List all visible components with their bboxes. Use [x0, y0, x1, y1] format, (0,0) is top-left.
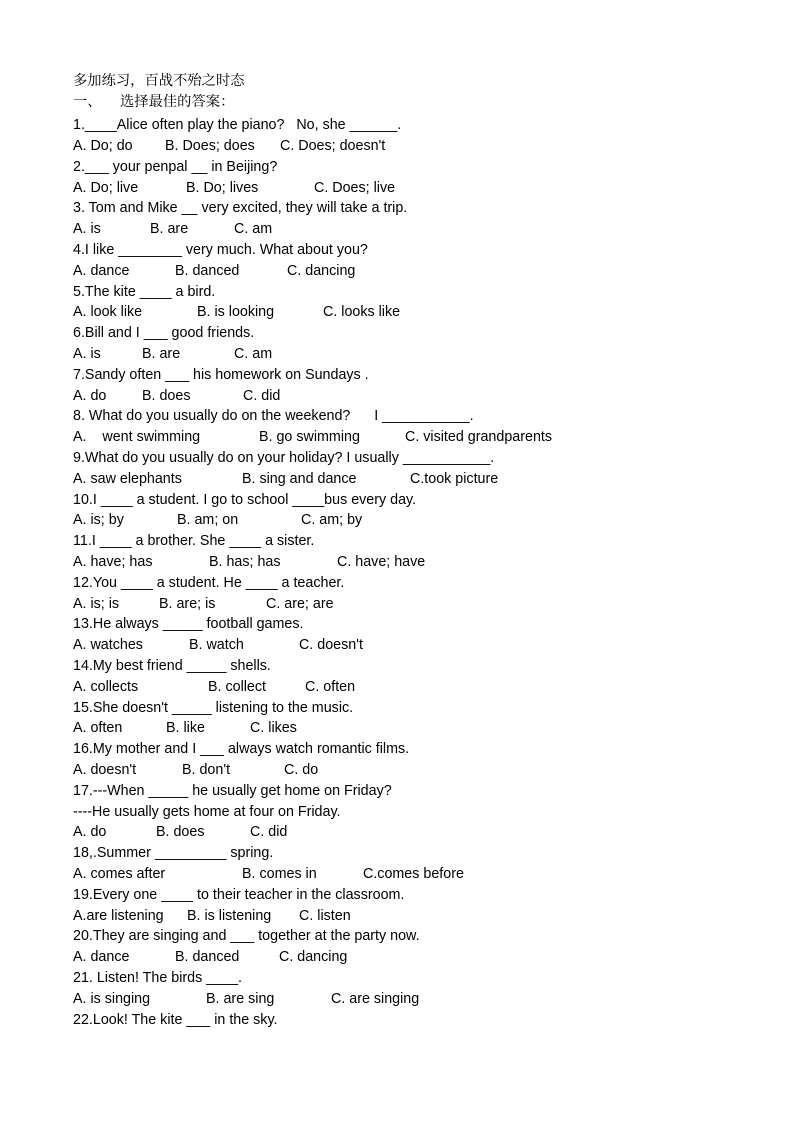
options-15: [73, 719, 297, 737]
question-3: 3. Tom and Mike __ very excited, they will take a trip.: [73, 200, 408, 216]
option-a: A.are listening: [73, 908, 164, 924]
question-17: 17.---When _____ he usually get home on Friday?: [73, 783, 392, 799]
option-a: A. often: [73, 720, 123, 736]
options-18: [73, 865, 464, 883]
options-20: [73, 948, 348, 966]
question-20: 20.They are singing and ___ together at the party now.: [73, 928, 420, 944]
option-a: A. saw elephants: [73, 471, 182, 487]
option-b: B. danced: [175, 263, 240, 279]
option-b: B. danced: [175, 949, 240, 965]
option-a: A. dance: [73, 263, 130, 279]
question-16: 16.My mother and I ___ always watch romantic films.: [73, 741, 410, 757]
options-1: [73, 137, 386, 155]
question-19: 19.Every one ____ to their teacher in the classroom.: [73, 887, 405, 903]
option-a: A. comes after: [73, 866, 166, 882]
option-b: B. is looking: [197, 304, 275, 320]
option-a: A. is: [73, 346, 101, 362]
option-b: B. are: [142, 346, 181, 362]
question-21: 21. Listen! The birds ____.: [73, 970, 243, 986]
option-c: C. dancing: [279, 949, 348, 965]
option-a: A. went swimming: [73, 429, 201, 445]
question-15: 15.She doesn't _____ listening to the music.: [73, 700, 354, 716]
option-a: A. is singing: [73, 991, 151, 1007]
options-4: [73, 262, 356, 280]
question-11: 11.I ____ a brother. She ____ a sister.: [73, 533, 315, 549]
question-14: 14.My best friend _____ shells.: [73, 658, 271, 674]
option-c: C. looks like: [323, 304, 401, 320]
option-c: C.comes before: [363, 866, 464, 882]
option-a: A. do: [73, 388, 107, 404]
option-a: A. look like: [73, 304, 143, 320]
option-a: A. Do; do: [73, 138, 133, 154]
question-18: 18,.Summer _________ spring.: [73, 845, 274, 861]
option-a: A. doesn't: [73, 762, 137, 778]
question-13: 13.He always _____ football games.: [73, 616, 304, 632]
options-7: [73, 387, 281, 405]
option-b: B. has; has: [209, 554, 281, 570]
options-11: [73, 553, 426, 571]
question-7: 7.Sandy often ___ his homework on Sundays .: [73, 367, 369, 383]
option-c: C. am; by: [301, 512, 363, 528]
question-1: 1.____Alice often play the piano? No, she ______.: [73, 117, 402, 133]
option-c: C. likes: [250, 720, 297, 736]
option-b: B. are: [150, 221, 189, 237]
option-b: B. am; on: [177, 512, 239, 528]
heading: 多加练习，百战不殆之时态: [73, 73, 245, 89]
option-c: C. listen: [299, 908, 351, 924]
option-b: B. comes in: [242, 866, 317, 882]
option-c: C. did: [243, 388, 281, 404]
option-b: B. don't: [182, 762, 231, 778]
options-19: [73, 907, 351, 925]
option-c: C. dancing: [287, 263, 356, 279]
option-b: B. collect: [208, 679, 267, 695]
option-c: C. doesn't: [299, 637, 363, 653]
option-b: B. sing and dance: [242, 471, 357, 487]
option-b: B. does: [142, 388, 191, 404]
question-4: 4.I like ________ very much. What about you?: [73, 242, 368, 258]
option-c: C. Does; live: [314, 180, 396, 196]
option-a: A. is; by: [73, 512, 124, 528]
options-21: [73, 990, 420, 1008]
option-b: B. go swimming: [259, 429, 360, 445]
option-b: B. Do; lives: [186, 180, 259, 196]
options-14: [73, 678, 356, 696]
option-b: B. is listening: [187, 908, 272, 924]
option-c: C. do: [284, 762, 319, 778]
option-a: A. watches: [73, 637, 143, 653]
question-12: 12.You ____ a student. He ____ a teacher.: [73, 575, 345, 591]
option-c: C. are; are: [266, 596, 334, 612]
option-c: C. have; have: [337, 554, 426, 570]
option-b: B. Does; does: [165, 138, 255, 154]
option-c: C. often: [305, 679, 356, 695]
option-a: A. do: [73, 824, 107, 840]
option-a: A. Do; live: [73, 180, 139, 196]
options-10: [73, 511, 363, 529]
question-9: 9.What do you usually do on your holiday? I usually ___________.: [73, 450, 495, 466]
section-title: [73, 93, 235, 111]
option-a: A. have; has: [73, 554, 153, 570]
option-c: C. Does; doesn't: [280, 138, 386, 154]
question-6: 6.Bill and I ___ good friends.: [73, 325, 255, 341]
option-c: C. did: [250, 824, 288, 840]
options-3: [73, 220, 273, 238]
option-b: B. does: [156, 824, 205, 840]
option-c: C. visited grandparents: [405, 429, 553, 445]
option-c: C. am: [234, 221, 273, 237]
options-6: [73, 345, 273, 363]
question-17-answer: ----He usually gets home at four on Friday.: [73, 804, 341, 820]
question-22: 22.Look! The kite ___ in the sky.: [73, 1012, 278, 1028]
options-13: [73, 636, 363, 654]
options-9: [73, 470, 499, 488]
option-b: B. watch: [189, 637, 244, 653]
option-b: B. like: [166, 720, 205, 736]
options-17: [73, 823, 288, 841]
question-10: 10.I ____ a student. I go to school ____bus every day.: [73, 492, 417, 508]
option-a: A. is: [73, 221, 101, 237]
section-label: 选择最佳的答案：: [120, 94, 235, 110]
options-12: [73, 595, 334, 613]
option-a: A. is; is: [73, 596, 120, 612]
question-8: 8. What do you usually do on the weekend? I ___________.: [73, 408, 474, 424]
option-a: A. dance: [73, 949, 130, 965]
options-5: [73, 303, 401, 321]
option-c: C.took picture: [410, 471, 499, 487]
question-5: 5.The kite ____ a bird.: [73, 284, 216, 300]
option-b: B. are; is: [159, 596, 216, 612]
question-2: 2.___ your penpal __ in Beijing?: [73, 159, 278, 175]
options-2: [73, 179, 396, 197]
option-b: B. are sing: [206, 991, 275, 1007]
section-number: 一、: [73, 94, 102, 110]
options-8: [73, 428, 553, 446]
options-16: [73, 761, 319, 779]
option-c: C. am: [234, 346, 273, 362]
option-a: A. collects: [73, 679, 139, 695]
option-c: C. are singing: [331, 991, 420, 1007]
